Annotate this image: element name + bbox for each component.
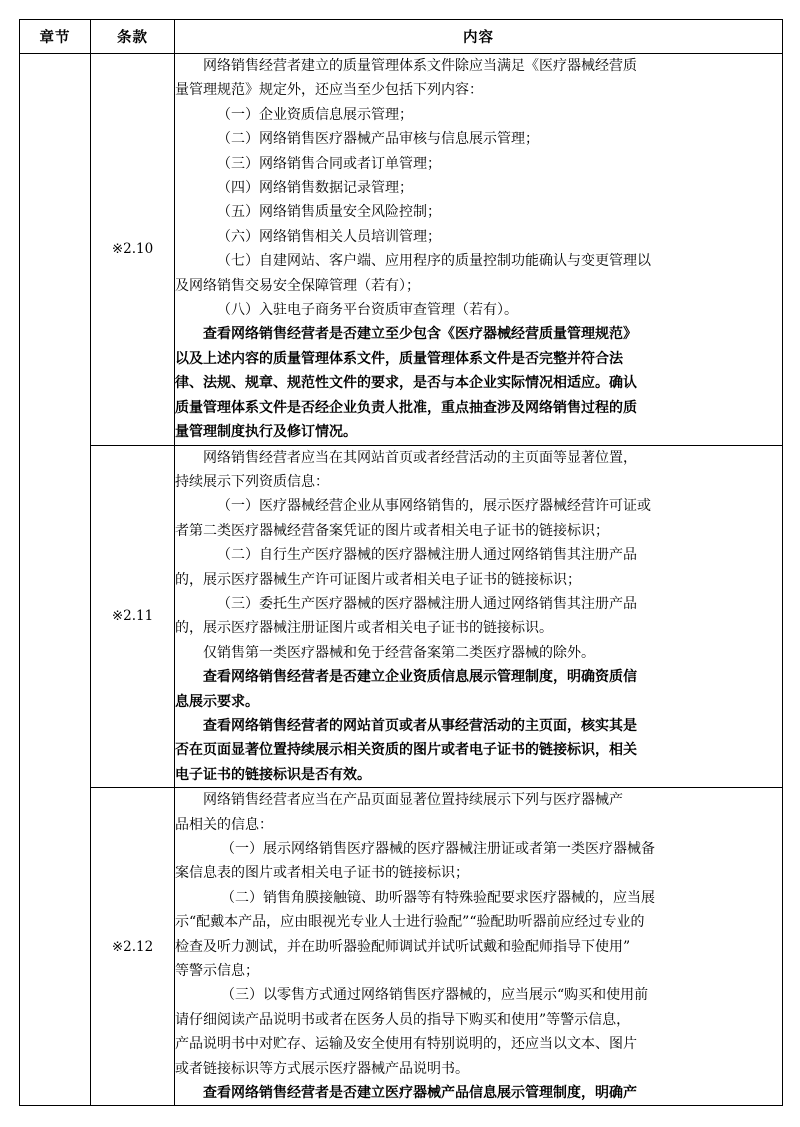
table-row <box>20 54 783 446</box>
requirement-line: 仅销售第一类医疗器械和免于经营备案第二类医疗器械的除外。 <box>203 644 595 661</box>
inspection-method-line: 律、法规、规章、规范性文件的要求，是否与本企业实际情况相适应。确认 <box>175 375 637 392</box>
requirement-line: （五）网络销售质量安全风险控制； <box>217 204 441 221</box>
requirement-line: （一）医疗器械经营企业从事网络销售的，展示医疗器械经营许可证或 <box>217 498 651 515</box>
table-row <box>20 788 783 1106</box>
requirement-line: （六）网络销售相关人员培训管理； <box>217 228 441 245</box>
requirement-line: 请仔细阅读产品说明书或者在医务人员的指导下购买和使用”等警示信息， <box>175 1011 631 1028</box>
inspection-method-line: 电子证书的链接标识是否有效。 <box>175 766 371 783</box>
requirement-line: 品相关的信息： <box>175 816 273 833</box>
requirement-line: 案信息表的图片或者相关电子证书的链接标识； <box>175 865 469 882</box>
inspection-method-line: 查看网络销售经营者是否建立企业资质信息展示管理制度，明确资质信 <box>203 669 637 686</box>
requirement-line: （三）委托生产医疗器械的医疗器械注册人通过网络销售其注册产品 <box>217 595 637 612</box>
inspection-method-line: 质量管理体系文件是否经企业负责人批准，重点抽查涉及网络销售过程的质 <box>175 399 637 416</box>
inspection-method-line: 息展示要求。 <box>175 693 259 710</box>
requirement-line: 网络销售经营者建立的质量管理体系文件除应当满足《医疗器械经营质 <box>203 58 637 74</box>
requirement-line: （四）网络销售数据记录管理； <box>217 180 413 197</box>
requirement-line: 及网络销售交易安全保障管理（若有）； <box>175 277 420 294</box>
inspection-method-line: 量管理制度执行及修订情况。 <box>175 424 357 441</box>
requirement-line: （三）以零售方式通过网络销售医疗器械的，应当展示“购买和使用前 <box>221 987 649 1004</box>
clause-cell: ※2.11 <box>91 445 175 788</box>
requirement-line: （二）销售角膜接触镜、助听器等有特殊验配要求医疗器械的，应当展 <box>221 889 655 906</box>
clause-cell: ※2.10 <box>91 54 175 446</box>
requirement-line: （七）自建网站、客户端、应用程序的质量控制功能确认与变更管理以 <box>217 253 651 270</box>
inspection-method-line: 查看网络销售经营者是否建立至少包含《医疗器械经营质量管理规范》 <box>203 326 637 343</box>
requirement-line: 网络销售经营者应当在产品页面显著位置持续展示下列与医疗器械产 <box>203 792 623 809</box>
requirement-line: 的，展示医疗器械生产许可证图片或者相关电子证书的链接标识； <box>175 571 581 588</box>
requirement-line: 量管理规范》规定外，还应当至少包括下列内容： <box>175 82 483 99</box>
table-header-row <box>20 20 783 54</box>
requirement-line: 检查及听力测试，并在助听器验配师调试并试听试戴和验配师指导下使用” <box>175 938 631 955</box>
content-cell <box>175 54 783 446</box>
clause-cell: ※2.12 <box>91 788 175 1106</box>
requirement-line: 者第二类医疗器械经营备案凭证的图片或者相关电子证书的链接标识； <box>175 522 609 539</box>
requirement-line: （二）自行生产医疗器械的医疗器械注册人通过网络销售其注册产品 <box>217 547 637 564</box>
requirement-line: 等警示信息； <box>175 963 259 980</box>
requirement-line: （二）网络销售医疗器械产品审核与信息展示管理； <box>217 131 539 148</box>
inspection-method-line: 否在页面显著位置持续展示相关资质的图片或者电子证书的链接标识，相关 <box>175 742 637 759</box>
inspection-method-line: 以及上述内容的质量管理体系文件，质量管理体系文件是否完整并符合法 <box>175 350 623 367</box>
requirement-line: （三）网络销售合同或者订单管理； <box>217 155 441 172</box>
requirement-line: 示“配戴本产品，应由眼视光专业人士进行验配”“验配助听器前应经过专业的 <box>175 914 645 931</box>
chapter-cell <box>20 54 91 1106</box>
requirement-line: 产品说明书中对贮存、运输及安全使用有特别说明的，还应当以文本、图片 <box>175 1036 637 1053</box>
inspection-method-line: 查看网络销售经营者的网站首页或者从事经营活动的主页面，核实其是 <box>203 717 637 734</box>
header-chapter: 章节 <box>20 20 91 54</box>
requirement-line: （一）展示网络销售医疗器械的医疗器械注册证或者第一类医疗器械备 <box>221 841 655 857</box>
requirement-line: 网络销售经营者应当在其网站首页或者经营活动的主页面等显著位置， <box>203 449 637 466</box>
requirement-line: 的，展示医疗器械注册证图片或者相关电子证书的链接标识。 <box>175 620 553 637</box>
inspection-method-line: 查看网络销售经营者是否建立医疗器械产品信息展示管理制度，明确产 <box>203 1085 637 1102</box>
table-row <box>20 445 783 788</box>
requirement-line: 持续展示下列资质信息： <box>175 473 329 490</box>
content-cell <box>175 445 783 788</box>
requirement-line: （八）入驻电子商务平台资质审查管理（若有）。 <box>217 302 518 319</box>
requirement-line: 或者链接标识等方式展示医疗器械产品说明书。 <box>175 1060 469 1077</box>
requirement-line: （一）企业资质信息展示管理； <box>217 106 413 123</box>
content-cell <box>175 788 783 1106</box>
inspection-table <box>19 19 783 1106</box>
header-clause: 条款 <box>91 20 175 54</box>
header-content: 内容 <box>175 20 783 54</box>
